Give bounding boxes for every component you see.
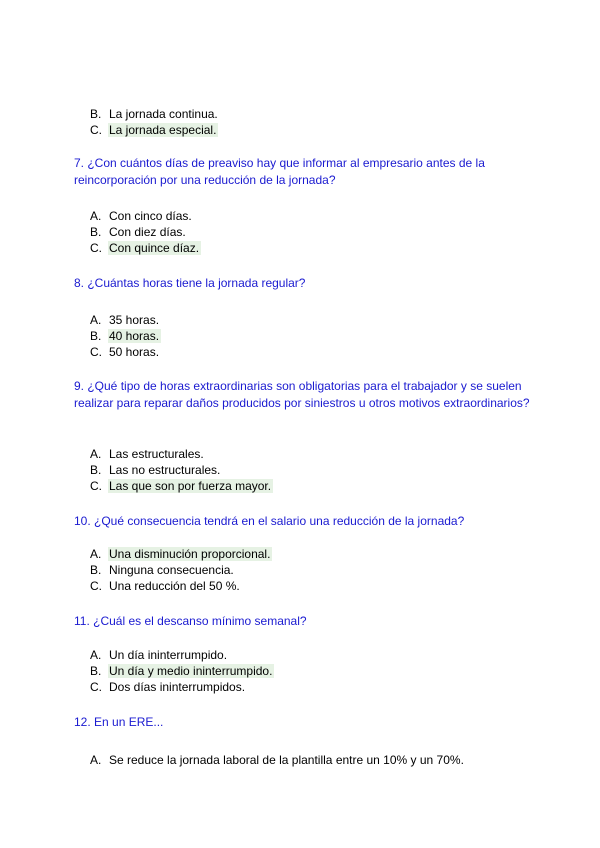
option-letter: C. xyxy=(90,680,102,694)
question-12-options xyxy=(90,752,466,768)
option-letter: A. xyxy=(90,447,102,461)
option-b xyxy=(90,224,201,240)
question-8: 8. ¿Cuántas horas tiene la jornada regular? xyxy=(74,276,306,290)
option-text: Con quince díaz. xyxy=(109,241,200,255)
option-a xyxy=(90,446,273,462)
option-text: Con cinco días. xyxy=(109,209,192,223)
question-8-options xyxy=(90,312,161,360)
option-letter: B. xyxy=(90,563,102,577)
question-9: 9. ¿Qué tipo de horas extraordinarias son obligatorias para el trabajador y se suelen realizar para reparar daños producidos por siniestros u otros motivos extraordinarios? xyxy=(74,379,530,410)
option-b xyxy=(90,663,274,679)
option-letter: C. xyxy=(90,345,102,359)
question-11: 11. ¿Cuál es el descanso mínimo semanal? xyxy=(74,614,307,628)
option-text: La jornada especial. xyxy=(109,123,217,137)
option-text: Ninguna consecuencia. xyxy=(109,563,234,577)
option-letter: C. xyxy=(90,123,102,137)
option-letter: B. xyxy=(90,463,102,477)
question-7-options xyxy=(90,208,201,256)
option-letter: B. xyxy=(90,329,102,343)
option-c xyxy=(90,122,220,138)
option-b xyxy=(90,462,273,478)
option-text: Las no estructurales. xyxy=(109,463,221,477)
option-text: Las que son por fuerza mayor. xyxy=(109,479,272,493)
option-letter: A. xyxy=(90,648,102,662)
option-text: Con diez días. xyxy=(109,225,186,239)
option-text: Una reducción del 50 %. xyxy=(109,579,240,593)
option-letter: A. xyxy=(90,547,102,561)
option-a xyxy=(90,208,201,224)
option-letter: C. xyxy=(90,241,102,255)
question-12: 12. En un ERE... xyxy=(74,715,164,729)
option-b xyxy=(90,328,161,344)
question-7: 7. ¿Con cuántos días de preaviso hay que informar al empresario antes de la reincorporación por una reducción de la jornada? xyxy=(74,156,485,187)
option-c xyxy=(90,478,273,494)
question-10-options xyxy=(90,546,272,594)
option-text: Dos días ininterrumpidos. xyxy=(109,680,246,694)
question-9-options xyxy=(90,446,273,494)
option-text: 35 horas. xyxy=(109,313,160,327)
option-letter: A. xyxy=(90,209,102,223)
option-a xyxy=(90,546,272,562)
option-b xyxy=(90,562,272,578)
option-text: 50 horas. xyxy=(109,345,160,359)
option-c xyxy=(90,578,272,594)
option-a xyxy=(90,312,161,328)
option-a xyxy=(90,647,274,663)
option-a xyxy=(90,752,466,768)
question-10: 10. ¿Qué consecuencia tendrá en el salario una reducción de la jornada? xyxy=(74,514,465,528)
option-b xyxy=(90,106,220,122)
option-c xyxy=(90,679,274,695)
option-letter: C. xyxy=(90,479,102,493)
option-letter: B. xyxy=(90,107,102,121)
option-letter: A. xyxy=(90,753,102,767)
option-letter: B. xyxy=(90,664,102,678)
option-letter: C. xyxy=(90,579,102,593)
question-11-options xyxy=(90,647,274,695)
option-text: Un día ininterrumpido. xyxy=(109,648,228,662)
option-text: 40 horas. xyxy=(109,329,160,343)
option-text: Un día y medio ininterrumpido. xyxy=(109,664,273,678)
option-letter: A. xyxy=(90,313,102,327)
option-letter: B. xyxy=(90,225,102,239)
continuation-options xyxy=(90,106,220,138)
option-c xyxy=(90,344,161,360)
option-c xyxy=(90,240,201,256)
option-text: Las estructurales. xyxy=(109,447,204,461)
option-text: Se reduce la jornada laboral de la plantilla entre un 10% y un 70%. xyxy=(109,753,464,767)
option-text: Una disminución proporcional. xyxy=(109,547,271,561)
option-text: La jornada continua. xyxy=(109,107,218,121)
